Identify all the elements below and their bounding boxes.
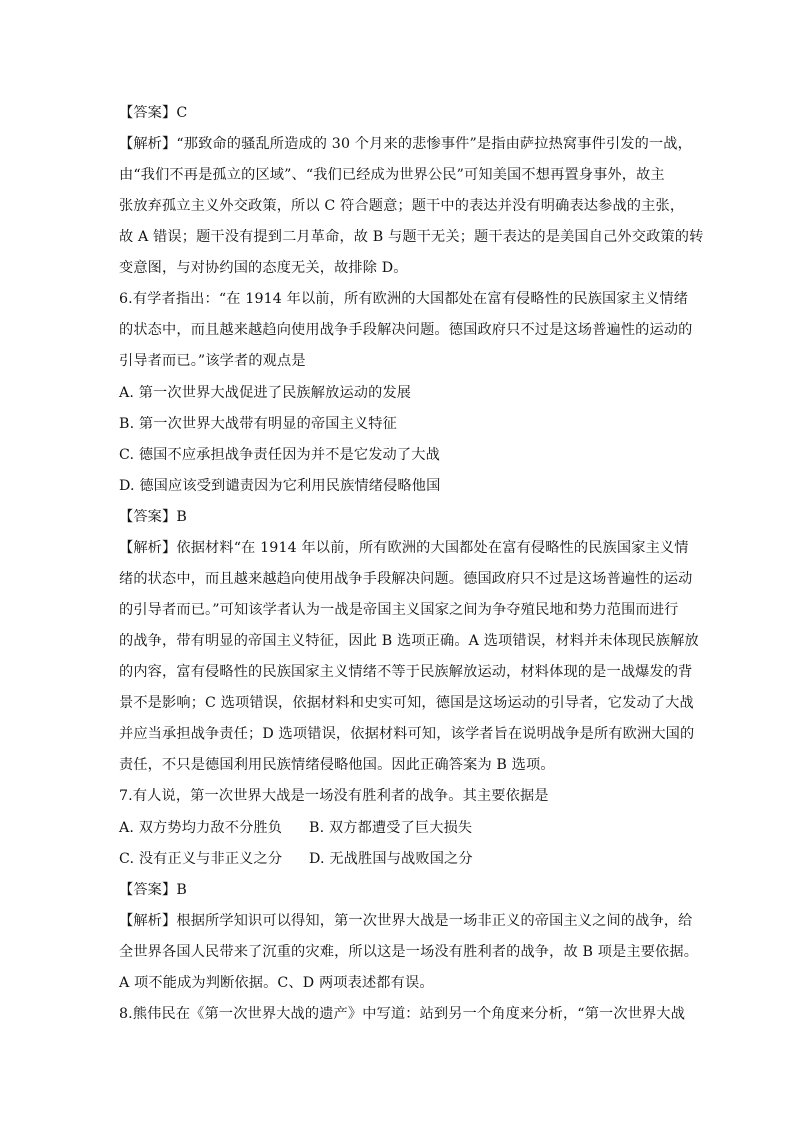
question-8-line-1: 8.熊伟民在《第一次世界大战的遗产》中写道：站到另一个角度来分析，“第一次世界大战	[119, 1006, 686, 1022]
question-6-line-3: 引导者而已。”该学者的观点是	[119, 353, 306, 369]
q6-option-c: C. 德国不应承担战争责任因为并不是它发动了大战	[119, 447, 440, 463]
analysis-q6-line-5: 的内容，富有侵略性的民族国家主义情绪不等于民族解放运动，材料体现的是一战爆发的背	[119, 664, 693, 680]
q7-option-d: D. 无战胜国与战败国之分	[309, 851, 473, 867]
analysis-q7-line-1: 【解析】根据所学知识可以得知，第一次世界大战是一场非正义的帝国主义之间的战争，给	[119, 913, 693, 929]
answer-q6: 【答案】B	[119, 509, 187, 525]
q7-options-row-2	[119, 849, 679, 869]
analysis-q6-line-7: 并应当承担战争责任；D 选项错误，依据材料可知，该学者旨在说明战争是所有欧洲大国的	[119, 726, 695, 742]
q6-option-d: D. 德国应该受到谴责因为它利用民族情绪侵略他国	[119, 478, 441, 494]
analysis-q5-line-4: 故 A 错误；题干没有提到二月革命，故 B 与题干无关；题干表达的是美国自己外交政策的转	[119, 229, 704, 245]
answer-q5: 【答案】C	[119, 105, 188, 121]
answer-q7: 【答案】B	[119, 882, 187, 898]
question-6-line-2: 的状态中，而且越来越趋向使用战争手段解决问题。德国政府只不过是这场普遍性的运动的	[119, 322, 693, 338]
analysis-q5-line-1: 【解析】“那致命的骚乱所造成的 30 个月来的悲惨事件”是指由萨拉热窝事件引发的一战，	[119, 136, 692, 152]
analysis-q6-line-8: 责任，不只是德国利用民族情绪侵略他国。因此正确答案为 B 选项。	[119, 757, 555, 773]
analysis-q6-line-2: 绪的状态中，而且越来越趋向使用战争手段解决问题。德国政府只不过是这场普遍性的运动	[119, 571, 693, 587]
analysis-q6-line-4: 的战争，带有明显的帝国主义特征，因此 B 选项正确。A 选项错误，材料并未体现民族解放	[119, 633, 699, 649]
question-7: 7.有人说，第一次世界大战是一场没有胜利者的战争。其主要依据是	[119, 788, 549, 804]
analysis-q6-line-1: 【解析】依据材料“在 1914 年以前，所有欧洲的大国都处在富有侵略性的民族国家主义情	[119, 540, 689, 556]
question-6-line-1: 6.有学者指出：“在 1914 年以前，所有欧洲的大国都处在富有侵略性的民族国家主义情绪	[119, 291, 689, 307]
q6-option-b: B. 第一次世界大战带有明显的帝国主义特征	[119, 416, 397, 432]
analysis-q5-line-3: 张放弃孤立主义外交政策，所以 C 符合题意；题干中的表达并没有明确表达参战的主张，	[119, 198, 685, 214]
analysis-q6-line-6: 景不是影响；C 选项错误，依据材料和史实可知，德国是这场运动的引导者，它发动了大战	[119, 695, 694, 711]
analysis-q5-line-5: 变意图，与对协约国的态度无关，故排除 D。	[119, 260, 408, 276]
analysis-q7-line-3: A 项不能成为判断依据。C、D 两项表述都有误。	[119, 975, 434, 991]
q7-options-row-1	[119, 818, 679, 838]
analysis-q6-line-3: 的引导者而已。”可知该学者认为一战是帝国主义国家之间为争夺殖民地和势力范围而进行	[119, 602, 679, 618]
q6-option-a: A. 第一次世界大战促进了民族解放运动的发展	[119, 385, 412, 401]
analysis-q7-line-2: 全世界各国人民带来了沉重的灾难，所以这是一场没有胜利者的战争，故 B 项是主要依据。	[119, 944, 699, 960]
analysis-q5-line-2: 由“我们不再是孤立的区域”、“我们已经成为世界公民”可知美国不想再置身事外，故主	[119, 167, 665, 183]
q7-option-b: B. 双方都遭受了巨大损失	[309, 820, 473, 836]
q7-option-a: A. 双方势均力敌不分胜负	[119, 820, 283, 836]
q7-option-c: C. 没有正义与非正义之分	[119, 851, 283, 867]
